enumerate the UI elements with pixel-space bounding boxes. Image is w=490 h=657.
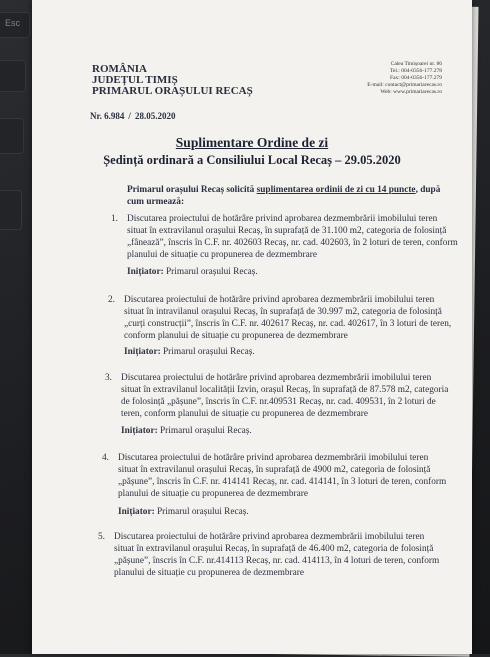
header-county: JUDEȚUL TIMIȘ <box>92 74 178 86</box>
agenda-item-line: planului de situație cu propunerea de dezmembrare <box>114 568 304 578</box>
agenda-item-line: situat în intravilanul orașului Recaș, în suprafață de 30.997 m2, categoria de folosință <box>124 307 442 317</box>
keyboard-key <box>0 60 26 92</box>
agenda-item-line: Discutarea proiectului de hotărâre privind aprobarea dezmembrării imobilului teren <box>124 295 435 305</box>
document-reference: Nr. 6.984 / 28.05.2020 <box>90 111 176 121</box>
agenda-item <box>105 372 449 420</box>
keyboard-key <box>0 118 24 154</box>
keyboard-esc-key: Esc <box>0 12 30 38</box>
agenda-item-line: teren, conform planului de situație cu propunerea de dezmembrare <box>121 409 369 419</box>
agenda-item-line: situat în extravilanul orașului Recaș, în suprafață de 4900 m2, categoria de folosință <box>118 465 431 475</box>
header-country: ROMÂNIA <box>92 63 147 75</box>
agenda-item-number: 1. <box>111 214 118 224</box>
agenda-item-number: 2. <box>108 295 115 305</box>
agenda-item <box>108 294 452 342</box>
agenda-item-line: planului de situație cu propunerea de dezmembrare <box>127 250 317 260</box>
registration-date: 28.05.2020 <box>134 111 176 121</box>
agenda-item-line: planului de situație cu propunerea de dezmembrare <box>118 489 308 499</box>
institution-header <box>92 64 253 97</box>
registration-number: Nr. 6.984 <box>90 111 125 121</box>
agenda-item-line: „curți construcții”, înscris în C.F. nr. 402617 Recaș, nr. cad. 402617, în 3 loturi de teren, <box>124 319 452 329</box>
agenda-item <box>102 452 447 500</box>
agenda-item-line: Discutarea proiectului de hotărâre privind aprobarea dezmembrării imobilului teren <box>121 373 432 383</box>
document-title: Suplimentare Ordine de zi <box>175 135 329 150</box>
agenda-item-line: situat în extravilanul orașului Recaș, în suprafață de 46.400 m2, categoria de folosință <box>114 544 434 554</box>
agenda-item-line: „pășune”, înscris în C.F. nr.414113 Recaș, nr. cad. 414113, în 4 loturi de teren, conform <box>114 556 440 566</box>
agenda-item-number: 3. <box>105 373 112 383</box>
document-page <box>32 0 472 654</box>
agenda-item-line: Discutarea proiectului de hotărâre privind aprobarea dezmembrării imobilului teren <box>127 214 438 224</box>
contact-block: Calea Timișoarei nr. 86 Tel.: 004-0356-177.278 Fax: 004-0356-177.279 E-mail: contact@primariarecas.ro Web: www.primariarecas.ro <box>367 61 442 95</box>
intro-paragraph: Primarul orașului Recaș solicită suplimentarea ordinii de zi cu 14 puncte, după cum urmează: <box>127 185 441 207</box>
agenda-item-initiator: Inițiator: Primarul orașului Recaș. <box>118 507 249 517</box>
agenda-item-line: „pășune”, înscris în C.F. nr. 414141 Recaș, nr. cad. 414141, în 3 loturi de teren, conform <box>118 477 447 487</box>
document-subtitle: Ședință ordinară a Consiliului Local Recaș – 29.05.2020 <box>103 153 401 167</box>
agenda-item-line: de folosință „pășune”, înscris în C.F. nr.409531 Recaș, nr. cad. 409531, în 2 loturi de <box>121 397 436 407</box>
agenda-item-initiator: Inițiator: Primarul orașului Recaș. <box>127 267 258 277</box>
keyboard-key <box>0 190 22 230</box>
agenda-item-line: „fânează”, înscris în C.F. nr. 402603 Recaș, nr. cad. 402603, în 2 loturi de teren, conform <box>127 238 458 248</box>
agenda-item-number: 4. <box>102 453 109 463</box>
header-office: PRIMARUL ORAȘULUI RECAȘ <box>92 85 253 97</box>
agenda-item-line: Discutarea proiectului de hotărâre privind aprobarea dezmembrării imobilului teren <box>114 532 425 542</box>
agenda-item-line: situat în extravilanul orașului Recaș, în suprafață de 31.100 m2, categoria de folosință <box>127 226 447 236</box>
agenda-item-initiator: Inițiator: Primarul orașului Recaș. <box>121 426 252 436</box>
agenda-item-line: Discutarea proiectului de hotărâre privind aprobarea dezmembrării imobilului teren <box>118 453 429 463</box>
agenda-item-line: conform planului de situație cu propunerea de dezmembrare <box>124 331 348 341</box>
agenda-item <box>98 531 440 579</box>
agenda-item-initiator: Inițiator: Primarul orașului Recaș. <box>124 347 255 357</box>
agenda-item <box>111 213 458 261</box>
agenda-item-line: situat în extravilanul localității Izvin, orașul Recaș, în suprafață de 87.578 m2, categoria <box>121 385 449 395</box>
agenda-item-number: 5. <box>98 532 105 542</box>
